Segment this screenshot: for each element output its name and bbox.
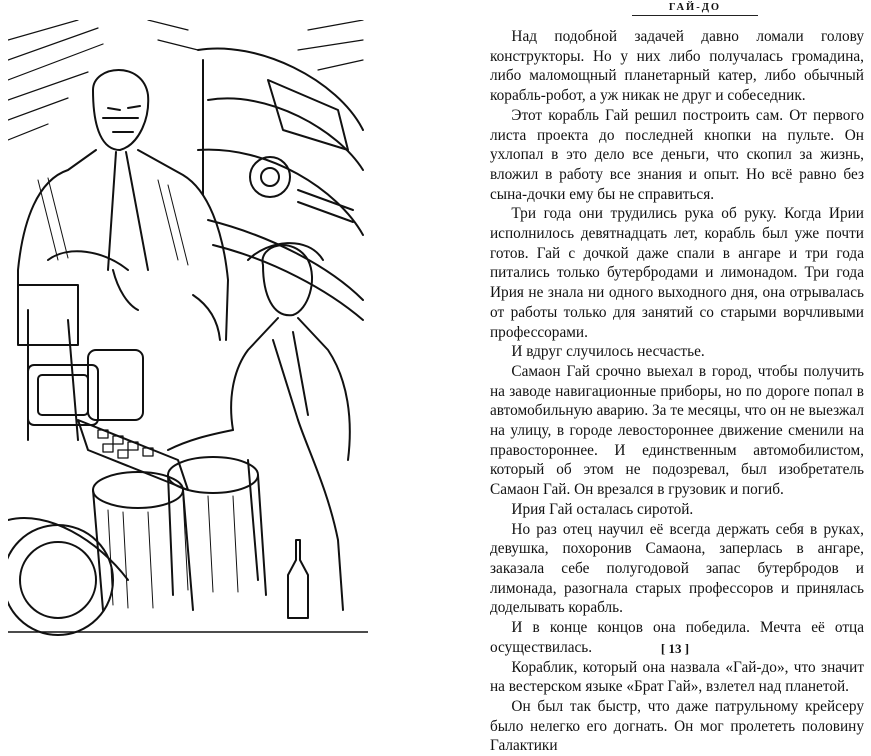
paper-rolls	[93, 457, 266, 610]
book-illustration	[8, 20, 368, 636]
paragraph: Кораблик, который она назвала «Гай-до», что значит на вестерском языке «Брат Гай», взлетел над планетой.	[490, 658, 864, 696]
page-number: [ 13 ]	[660, 641, 690, 656]
running-head: ГАЙ-ДО	[668, 2, 722, 13]
paragraph: И в конце концов она победила. Мечта её отца осуществилась.	[490, 619, 864, 656]
paragraph: Самаон Гай срочно выехал в город, чтобы получить на заводе навигационные приборы, но по дороге попал в автомобильную аварию. За те месяцы, что он не выезжал на улицу, в городе левостороннее движение сменили на правостороннее. И единственным автомобилистом, который об этом не подозревал, был изобретатель Самаон Гай. Он врезался в грузовик и погиб.	[490, 362, 864, 499]
paragraph: И вдруг случилось несчастье.	[511, 343, 705, 361]
running-head-rule	[632, 15, 758, 16]
control-panel	[18, 285, 188, 490]
paragraph: Но раз отец научил её всегда держать себя в руках, девушка, похоронив Самаона, заперлась в ангаре, заказала себе полугодовой запас бутербродов и лимонада, разогнала старых профессоров и принялась доделывать корабль.	[490, 520, 864, 617]
bottle	[288, 540, 308, 618]
hatch-wheel	[8, 518, 128, 635]
young-woman-figure	[168, 243, 350, 610]
paragraph: Ирия Гай осталась сиротой.	[511, 500, 694, 518]
paragraph: Он был так быстр, что даже патрульному крейсеру было нелегко его догнать. Он мог пролететь половину Галактики	[490, 697, 864, 755]
paragraph: Этот корабль Гай решил построить сам. От первого листа проекта до последней кнопки на пульте. Он ухлопал в это дело все деньги, что скопил за жизнь, вложил в работу все знания и опыт. Но всё равно без сына-дочки ему бы не справиться.	[490, 106, 864, 203]
spaceship-hull	[198, 48, 363, 320]
paragraph: Над подобной задачей давно ломали голову конструкторы. Но у них либо получалась громадина, либо маломощный планетарный катер, либо обычный корабль-робот, а уж никак не друг и собеседник.	[490, 28, 864, 105]
paragraph: Три года они трудились рука об руку. Когда Ирии исполнилось девятнадцать лет, корабль был уже почти готов. Гай с дочкой даже спали в ангаре и три года питались только бутербродами и лимонадом. Три года Ирия не знала ни одного выходного дня, она отрывалась от работы только для занятий со старыми ворчливыми профессорами.	[490, 205, 864, 341]
old-man-figure	[18, 70, 228, 440]
